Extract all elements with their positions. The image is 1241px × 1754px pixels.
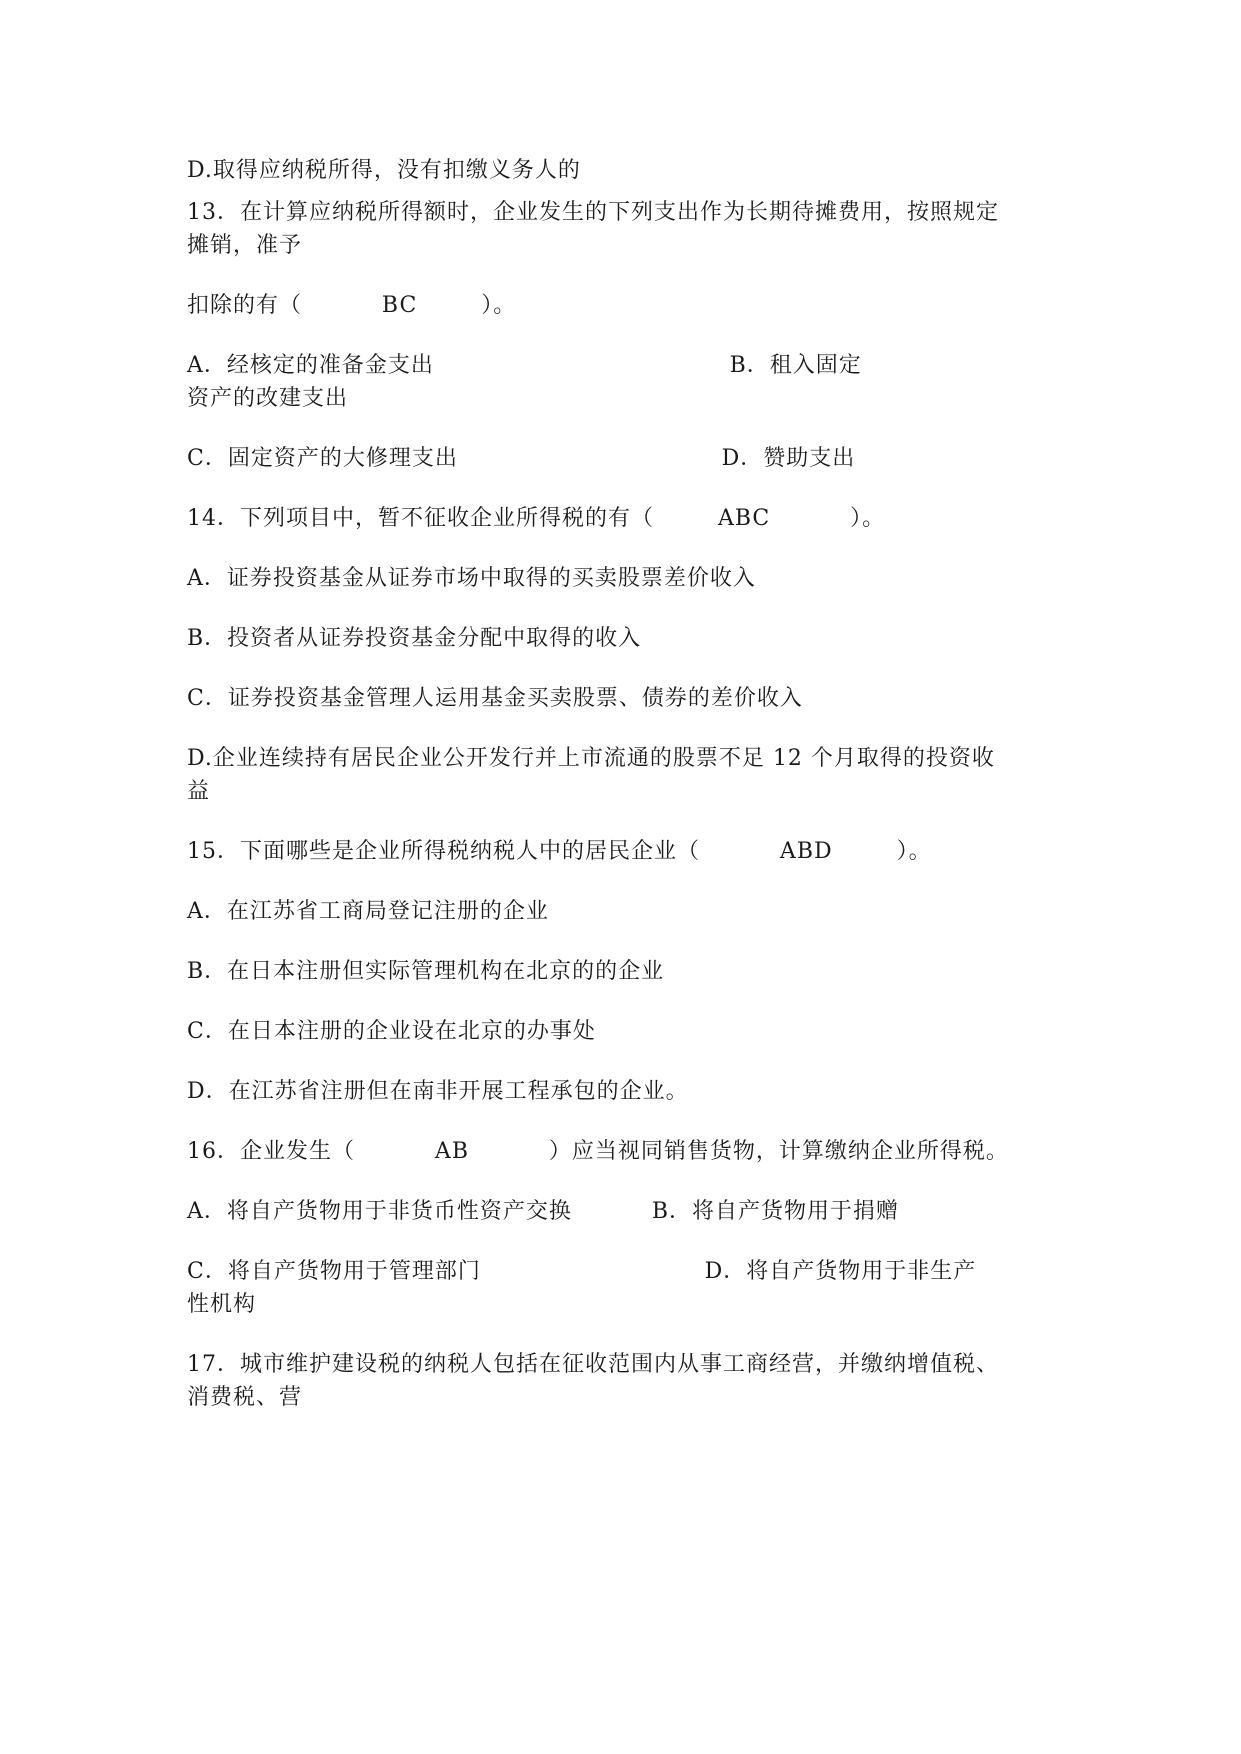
option-14d: D.企业连续持有居民企业公开发行并上市流通的股票不足 12 个月取得的投资收 xyxy=(187,746,995,771)
question-14: 14．下列项目中，暂不征收企业所得税的有（ ABC ）。 xyxy=(187,506,886,531)
option-13ab: A．经核定的准备金支出 B．租入固定 xyxy=(187,353,862,378)
option-15d: D．在江苏省注册但在南非开展工程承包的企业。 xyxy=(187,1079,689,1104)
option-15a: A．在江苏省工商局登记注册的企业 xyxy=(187,899,549,924)
option-16ab: A．将自产货物用于非货币性资产交换 B．将自产货物用于捐赠 xyxy=(187,1199,899,1224)
question-15: 15．下面哪些是企业所得税纳税人中的居民企业（ ABD ）。 xyxy=(187,839,932,864)
question-16: 16．企业发生（ AB ）应当视同销售货物，计算缴纳企业所得税。 xyxy=(187,1139,1009,1164)
question-13-line-1: 13．在计算应纳税所得额时，企业发生的下列支出作为长期待摊费用，按照规定 xyxy=(187,200,999,225)
option-16cd: C．将自产货物用于管理部门 D．将自产货物用于非生产 xyxy=(187,1259,977,1284)
option-14a: A．证券投资基金从证券市场中取得的买卖股票差价收入 xyxy=(187,566,756,591)
option-16d-cont: 性机构 xyxy=(187,1292,257,1317)
question-13-line-2: 摊销，准予 xyxy=(187,233,303,258)
option-14d-cont: 益 xyxy=(187,779,211,804)
option-15b: B．在日本注册但实际管理机构在北京的的企业 xyxy=(187,959,665,984)
option-13cd: C．固定资产的大修理支出 D．赞助支出 xyxy=(187,446,856,471)
option-14c: C．证券投资基金管理人运用基金买卖股票、债券的差价收入 xyxy=(187,686,803,711)
option-12d: D.取得应纳税所得，没有扣缴义务人的 xyxy=(187,158,581,183)
question-17-line-2: 消费税、营 xyxy=(187,1385,303,1410)
question-17-line-1: 17．城市维护建设税的纳税人包括在征收范围内从事工商经营，并缴纳增值税、 xyxy=(187,1352,999,1377)
option-13b-cont: 资产的改建支出 xyxy=(187,386,349,411)
question-13-line-3: 扣除的有（ BC ）。 xyxy=(187,293,517,318)
option-14b: B．投资者从证券投资基金分配中取得的收入 xyxy=(187,626,642,651)
option-15c: C．在日本注册的企业设在北京的办事处 xyxy=(187,1019,596,1044)
